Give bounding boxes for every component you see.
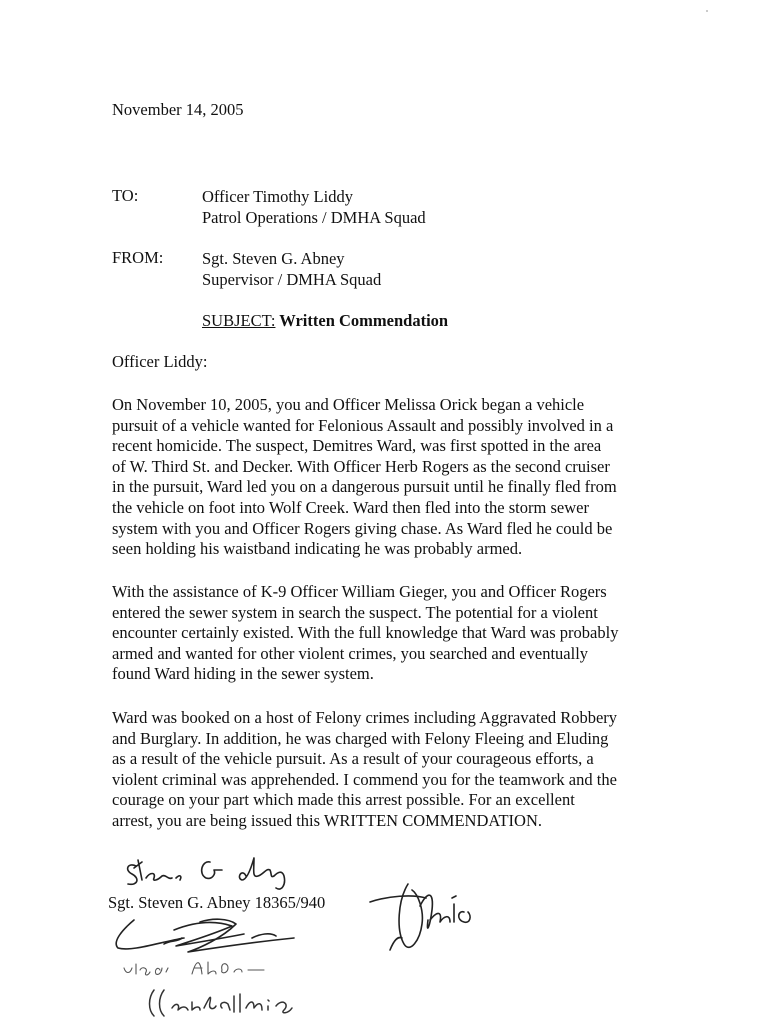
handwritten-signature-right	[368, 880, 508, 960]
body-line: pursuit of a vehicle wanted for Felonious Assault and possibly involved in a	[112, 415, 614, 435]
subject-label: SUBJECT:	[202, 311, 276, 330]
to-label: TO:	[112, 186, 139, 205]
body-line: recent homicide. The suspect, Demitres Ward, was first spotted in the area	[112, 436, 602, 456]
body-line: found Ward hiding in the sewer system.	[112, 664, 374, 684]
to-line: Officer Timothy Liddy	[202, 187, 353, 206]
body-line: encounter certainly existed. With the full knowledge that Ward was probably	[112, 623, 619, 643]
body-line: as a result of the vehicle pursuit. As a result of your courageous efforts, a	[112, 749, 594, 769]
subject-line	[202, 311, 448, 331]
typed-signature-line: Sgt. Steven G. Abney 18365/940	[108, 893, 326, 912]
body-line: in the pursuit, Ward led you on a dangerous pursuit until he finally fled from	[112, 477, 617, 497]
from-sender	[202, 248, 381, 290]
to-recipient	[202, 186, 426, 228]
body-line: Ward was booked on a host of Felony crimes including Aggravated Robbery	[112, 708, 618, 727]
handwritten-signature-abney	[118, 848, 298, 896]
body-line: the vehicle on foot into Wolf Creek. Ward then fled into the storm sewer	[112, 497, 589, 517]
body-paragraph	[112, 708, 672, 832]
from-label: FROM:	[112, 248, 164, 267]
body-line: armed and wanted for other violent crimes, you searched and eventually	[112, 643, 589, 663]
body-line: courage on your part which made this arrest possible. For an excellent	[112, 790, 575, 810]
body-line: On November 10, 2005, you and Officer Melissa Orick began a vehicle	[112, 395, 585, 414]
body-line: system with you and Officer Rogers giving chase. As Ward fled he could be	[112, 518, 613, 538]
scan-speck	[706, 10, 708, 12]
body-line: violent criminal was apprehended. I commend you for the teamwork and the	[112, 769, 617, 789]
from-line: Supervisor / DMHA Squad	[202, 270, 382, 289]
salutation: Officer Liddy:	[112, 352, 208, 371]
memo-date: November 14, 2005	[112, 100, 244, 119]
body-line: and Burglary. In addition, he was charged with Felony Fleeing and Eluding	[112, 728, 609, 748]
body-line: seen holding his waistband indicating he was probably armed.	[112, 539, 523, 559]
from-line: Sgt. Steven G. Abney	[202, 249, 345, 268]
to-line: Patrol Operations / DMHA Squad	[202, 208, 426, 227]
handwritten-initials-scribble	[104, 912, 314, 1024]
body-line: arrest, you are being issued this WRITTEN COMMENDATION.	[112, 810, 542, 830]
body-paragraph	[112, 582, 672, 685]
subject-value: Written Commendation	[275, 311, 449, 330]
body-line: of W. Third St. and Decker. With Officer Herb Rogers as the second cruiser	[112, 456, 610, 476]
body-line: With the assistance of K-9 Officer William Gieger, you and Officer Rogers	[112, 582, 607, 601]
body-paragraph	[112, 395, 672, 560]
body-line: entered the sewer system in search the suspect. The potential for a violent	[112, 602, 598, 622]
